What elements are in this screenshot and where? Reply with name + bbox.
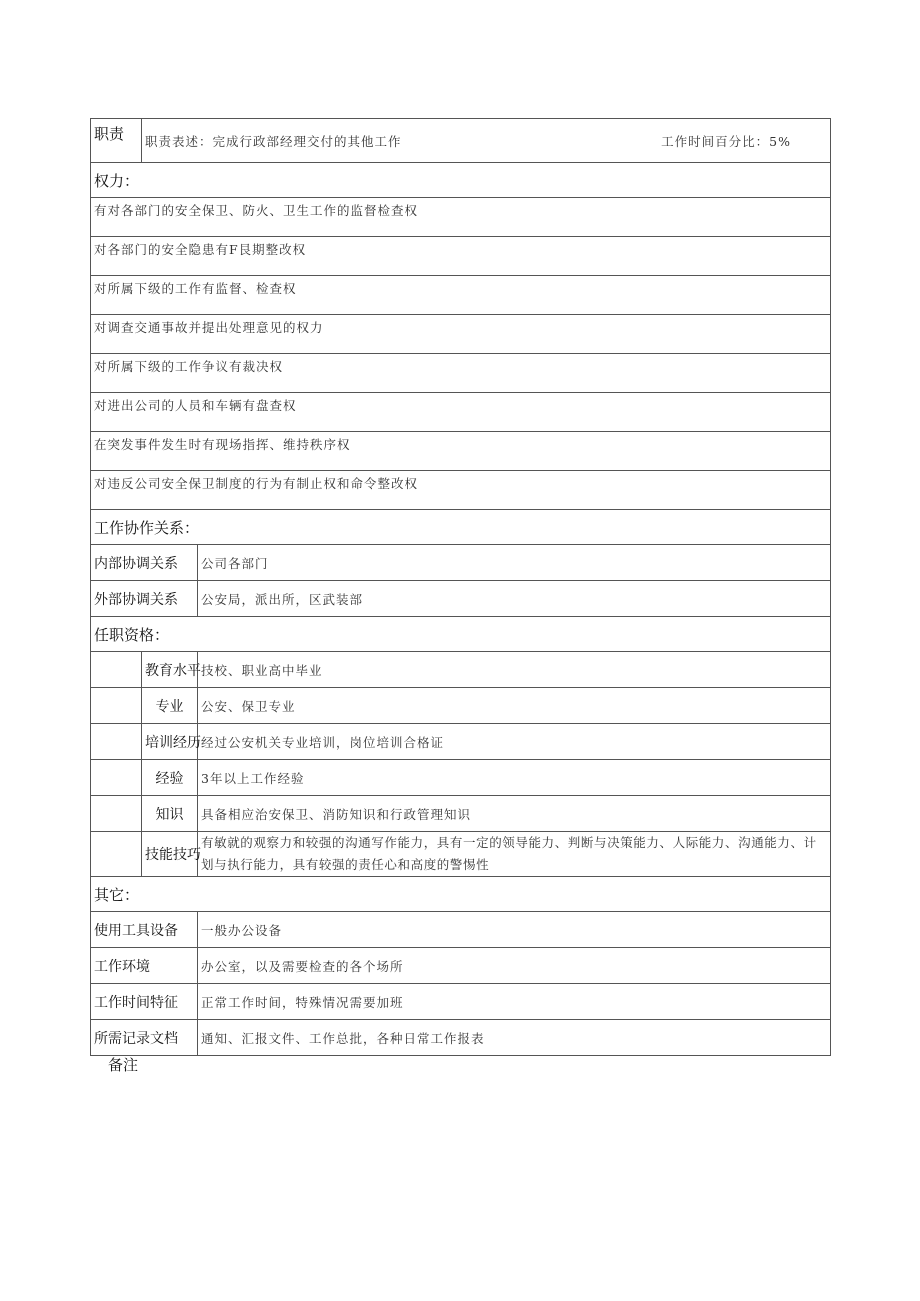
power-row xyxy=(91,354,831,393)
work-time-value: 正常工作时间，特殊情况需要加班 xyxy=(198,984,831,1020)
education-value: 技校、职业高中毕业 xyxy=(198,652,831,688)
major-value: 公安、保卫专业 xyxy=(198,688,831,724)
indent-cell xyxy=(91,688,142,724)
experience-label: 经验 xyxy=(142,760,198,796)
power-row xyxy=(91,315,831,354)
indent-cell xyxy=(91,832,142,877)
major-label: 专业 xyxy=(142,688,198,724)
external-row xyxy=(91,581,831,617)
power-item: 对各部门的安全隐患有F艮期整改权 xyxy=(91,237,831,276)
powers-heading: 权力： xyxy=(91,163,831,198)
power-item: 有对各部门的安全保卫、防火、卫生工作的监督检查权 xyxy=(91,198,831,237)
experience-row xyxy=(91,760,831,796)
indent-cell xyxy=(91,760,142,796)
job-description-table xyxy=(90,118,831,1056)
power-item: 对所属下级的工作有监督、检查权 xyxy=(91,276,831,315)
education-label: 教育水平 xyxy=(142,652,198,688)
major-row xyxy=(91,688,831,724)
tools-label: 使用工具设备 xyxy=(91,912,198,948)
power-row xyxy=(91,432,831,471)
note-label: 备注 xyxy=(108,1056,139,1074)
indent-cell xyxy=(91,724,142,760)
knowledge-value: 具备相应治安保卫、消防知识和行政管理知识 xyxy=(198,796,831,832)
power-row xyxy=(91,471,831,510)
other-heading: 其它： xyxy=(91,877,831,912)
power-row xyxy=(91,276,831,315)
qualifications-heading-row xyxy=(91,617,831,652)
skills-label: 技能技巧 xyxy=(142,832,198,877)
power-row xyxy=(91,393,831,432)
duty-description: 职责表述：完成行政部经理交付的其他工作 xyxy=(145,133,402,149)
knowledge-label: 知识 xyxy=(142,796,198,832)
tools-value: 一般办公设备 xyxy=(198,912,831,948)
environment-value: 办公室，以及需要检查的各个场所 xyxy=(198,948,831,984)
training-row xyxy=(91,724,831,760)
duty-row xyxy=(91,119,831,163)
power-item: 对所属下级的工作争议有裁决权 xyxy=(91,354,831,393)
external-value: 公安局，派出所，区武装部 xyxy=(198,581,831,617)
powers-heading-row xyxy=(91,163,831,198)
external-label: 外部协调关系 xyxy=(91,581,198,617)
power-item: 在突发事件发生时有现场指挥、维持秩序权 xyxy=(91,432,831,471)
training-value: 经过公安机关专业培训，岗位培训合格证 xyxy=(198,724,831,760)
skills-row xyxy=(91,832,831,877)
power-row xyxy=(91,237,831,276)
records-row xyxy=(91,1020,831,1056)
education-row xyxy=(91,652,831,688)
experience-value: 3年以上工作经验 xyxy=(198,760,831,796)
power-item: 对违反公司安全保卫制度的行为有制止权和命令整改权 xyxy=(91,471,831,510)
power-row xyxy=(91,198,831,237)
internal-row xyxy=(91,545,831,581)
cooperation-heading: 工作协作关系： xyxy=(91,510,831,545)
skills-value: 有敏就的观察力和较强的沟通写作能力，具有一定的领导能力、判断与决策能力、人际能力、沟通能力、计划与执行能力，具有较强的责任心和高度的警惕性 xyxy=(198,832,831,877)
records-label: 所需记录文档 xyxy=(91,1020,198,1056)
tools-row xyxy=(91,912,831,948)
cooperation-heading-row xyxy=(91,510,831,545)
other-heading-row xyxy=(91,877,831,912)
job-description-form xyxy=(90,118,830,1056)
duty-label: 职责 xyxy=(91,119,142,163)
records-value: 通知、汇报文件、工作总批，各种日常工作报表 xyxy=(198,1020,831,1056)
indent-cell xyxy=(91,652,142,688)
knowledge-row xyxy=(91,796,831,832)
training-label: 培训经历 xyxy=(142,724,198,760)
internal-value: 公司各部门 xyxy=(198,545,831,581)
work-time-label: 工作时间特征 xyxy=(91,984,198,1020)
time-percent: 工作时间百分比：5% xyxy=(661,133,792,149)
power-item: 对进出公司的人员和车辆有盘查权 xyxy=(91,393,831,432)
environment-label: 工作环境 xyxy=(91,948,198,984)
duty-cell xyxy=(142,119,831,163)
qualifications-heading: 任职资格： xyxy=(91,617,831,652)
power-item: 对调查交通事故并提出处理意见的权力 xyxy=(91,315,831,354)
work-time-row xyxy=(91,984,831,1020)
environment-row xyxy=(91,948,831,984)
indent-cell xyxy=(91,796,142,832)
internal-label: 内部协调关系 xyxy=(91,545,198,581)
